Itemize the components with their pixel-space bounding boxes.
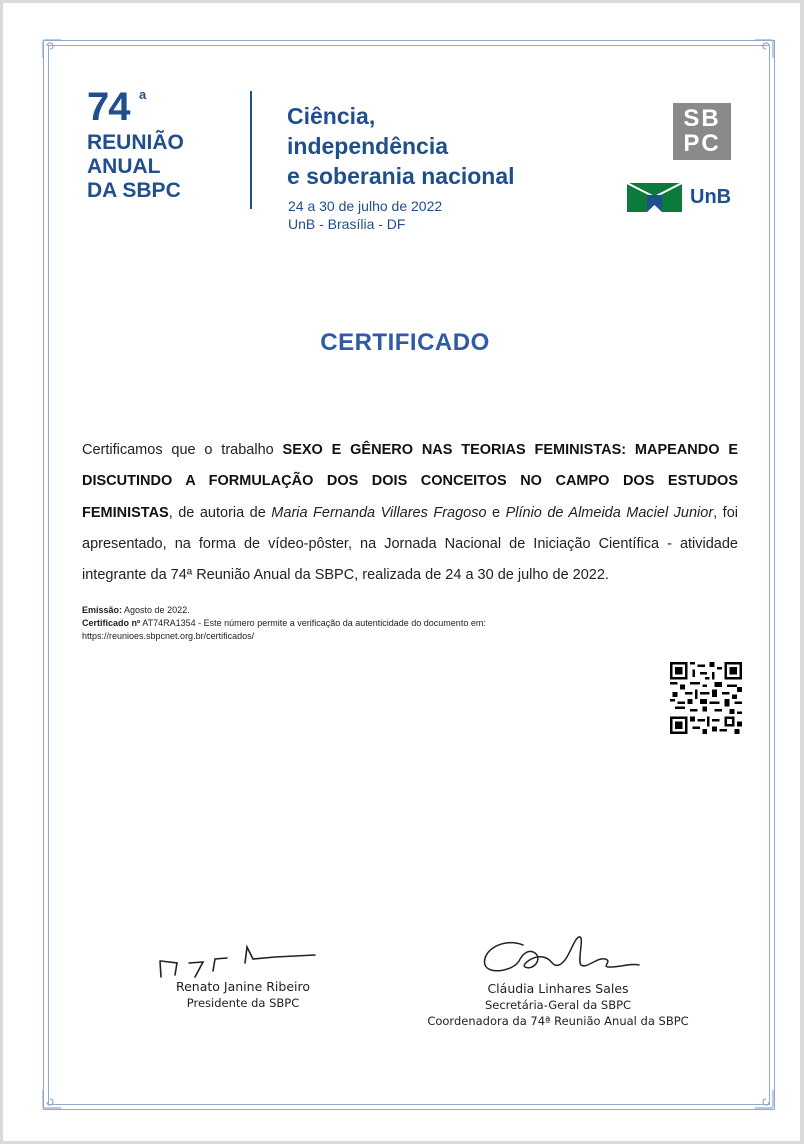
event-name-line-1: REUNIÃO	[87, 131, 184, 154]
sbpc-logo-bottom: PC	[683, 130, 721, 157]
event-dates: 24 a 30 de julho de 2022	[288, 198, 443, 214]
theme-line-2: independência	[287, 133, 449, 159]
body-text-intro: Certificamos que o trabalho	[82, 442, 283, 458]
certificate-number-label: Certificado nº	[82, 618, 141, 628]
edition-number: 74	[87, 85, 130, 129]
event-name-line-3: DA SBPC	[87, 179, 181, 202]
emission-value: Agosto de 2022.	[122, 605, 190, 615]
signature-1-role: Presidente da SBPC	[186, 996, 300, 1010]
certificate-page	[3, 3, 800, 1141]
certificate-title: CERTIFICADO	[320, 329, 490, 356]
sbpc-logo	[673, 103, 731, 160]
body-text-conjunction: e	[486, 504, 506, 521]
signature-1-name: Renato Janine Ribeiro	[175, 979, 310, 994]
unb-logo-text: UnB	[690, 186, 732, 208]
theme-line-3: e soberania nacional	[287, 163, 515, 189]
corner-ornament-icon	[751, 36, 777, 62]
signature-2-role-2: Coordenadora da 74ª Reunião Anual da SBPC	[427, 1014, 689, 1028]
emission-label: Emissão:	[82, 605, 123, 615]
certificate-body	[82, 435, 738, 591]
event-location: UnB - Brasília - DF	[288, 216, 406, 232]
signature-2-name: Cláudia Linhares Sales	[487, 981, 629, 996]
body-text-authorship: , de autoria de	[168, 504, 272, 521]
corner-ornament-icon	[39, 1086, 65, 1112]
corner-ornament-icon	[751, 1086, 777, 1112]
sbpc-logo-top: SB	[683, 105, 721, 132]
verification-url[interactable]: https://reunioes.sbpcnet.org.br/certificados/	[82, 631, 255, 641]
theme-line-1: Ciência,	[287, 103, 376, 129]
author-1: Maria Fernanda Villares Fragoso	[271, 504, 487, 521]
author-2: Plínio de Almeida Maciel Junior	[505, 504, 714, 521]
signature-1-icon	[155, 941, 325, 981]
certificate-metadata	[82, 604, 486, 643]
body-text-presentation: , foi apresentado, na forma de vídeo-pôster, na Jornada Nacional de Iniciação Científica - atividade integrante da 74ª Reunião Anual da SBPC, realizada de 24 a 30 de julho de 2022.	[82, 504, 738, 584]
certificate-number-value: AT74RA1354 - Este número permite a verificação da autenticidade do documento em:	[140, 618, 486, 628]
work-title: SEXO E GÊNERO NAS TEORIAS FEMINISTAS: MAPEANDO E DISCUTINDO A FORMULAÇÃO DOS DOIS CONCEITOS NO CAMPO DOS ESTUDOS FEMINISTAS	[82, 442, 738, 521]
signature-2-icon	[473, 931, 648, 979]
header-divider	[250, 91, 252, 209]
signature-2-role: Secretária-Geral da SBPC	[484, 998, 632, 1012]
corner-ornament-icon	[39, 36, 65, 62]
edition-superscript: a	[139, 87, 147, 102]
qr-code-icon	[670, 662, 742, 734]
event-name-line-2: ANUAL	[87, 155, 161, 178]
